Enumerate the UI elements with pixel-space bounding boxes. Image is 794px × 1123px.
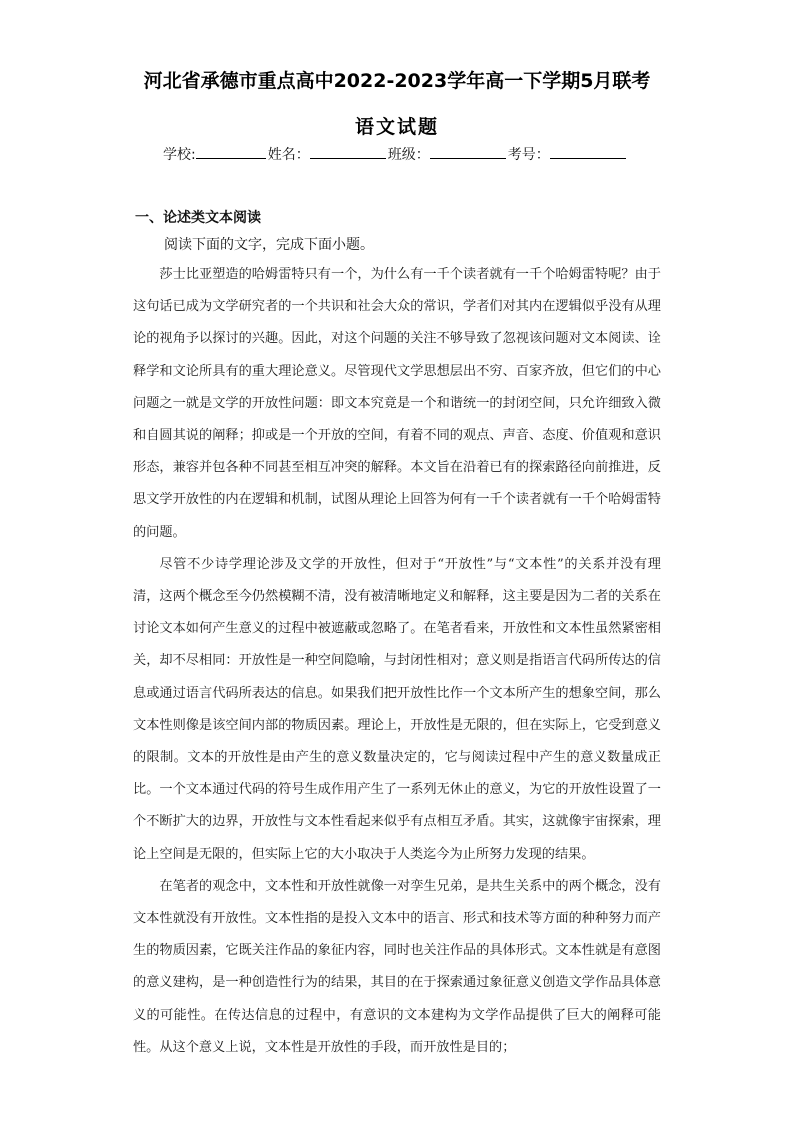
class-blank[interactable]	[430, 144, 506, 159]
passage-paragraph: 在笔者的观念中，文本性和开放性就像一对孪生兄弟，是共生关系中的两个概念，没有文本性就没有开放性。文本性指的是投入文本中的语言、形式和技术等方面的种种努力而产生的物质因素，它既关注作品的象征内容，同时也关注作品的具体形式。文本性就是有意图的意义建构，是一种创造性行为的结果，其目的在于探索通过象征意义创造文学作品具体意义的可能性。在传达信息的过程中，有意识的文本建构为文学作品提供了巨大的阐释可能性。从这个意义上说，文本性是开放性的手段，而开放性是目的；	[133, 878, 661, 1055]
exam-subject-title: 语文试题	[354, 116, 439, 138]
name-blank[interactable]	[310, 144, 386, 159]
section-heading: 一、论述类文本阅读	[135, 210, 261, 226]
exam-no-label: 考号：	[507, 147, 550, 163]
school-blank[interactable]	[196, 144, 266, 159]
passage-paragraph: 莎士比亚塑造的哈姆雷特只有一个，为什么有一千个读者就有一千个哈姆雷特呢？由于这句话已成为文学研究者的一个共识和社会大众的常识，学者们对其内在逻辑似乎没有从理论的视角予以探讨的兴趣。因此，对这个问题的关注不够导致了忽视该问题对文本阅读、诠释学和文论所具有的重大理论意义。尽管现代文学思想层出不穷、百家齐放，但它们的中心问题之一就是文学的开放性问题：即文本究竟是一个和谐统一的封闭空间，只允许细致入微和自圆其说的阐释；抑或是一个开放的空间，有着不同的观点、声音、态度、价值观和意识形态，兼容并包各种不同甚至相互冲突的解释。本文旨在沿着已有的探索路径向前推进，反思文学开放性的内在逻辑和机制，试图从理论上回答为何有一千个读者就有一千个哈姆雷特的问题。	[133, 267, 661, 540]
school-label: 学校:	[163, 147, 196, 163]
passage-paragraph: 尽管不少诗学理论涉及文学的开放性，但对于“开放性”与“文本性”的关系并没有理清，这两个概念至今仍然模糊不清，没有被清晰地定义和解释，这主要是因为二者的关系在讨论文本如何产生意义的过程中被遮蔽或忽略了。在笔者看来，开放性和文本性虽然紧密相关，却不尽相同：开放性是一种空间隐喻，与封闭性相对；意义则是指语言代码所传达的信息或通过语言代码所表达的信息。如果我们把开放性比作一个文本所产生的想象空间，那么文本性则像是该空间内部的物质因素。理论上，开放性是无限的，但在实际上，它受到意义的限制。文本的开放性是由产生的意义数量决定的，它与阅读过程中产生的意义数量成正比。一个文本通过代码的符号生成作用产生了一系列无休止的意义，为它的开放性设置了一个不断扩大的边界，开放性与文本性看起来似乎有点相互矛盾。其实，这就像宇宙探索，理论上空间是无限的，但实际上它的大小取决于人类迄今为止所努力发现的结果。	[133, 556, 661, 862]
student-info-line	[163, 144, 628, 164]
section-instruction: 阅读下面的文字，完成下面小题。	[164, 237, 374, 253]
exam-title: 河北省承德市重点高中2022-2023学年高一下学期5月联考	[143, 70, 651, 92]
class-label: 班级：	[387, 147, 430, 163]
reading-passage	[133, 259, 661, 1064]
exam-no-blank[interactable]	[550, 144, 626, 159]
name-label: 姓名：	[267, 147, 310, 163]
